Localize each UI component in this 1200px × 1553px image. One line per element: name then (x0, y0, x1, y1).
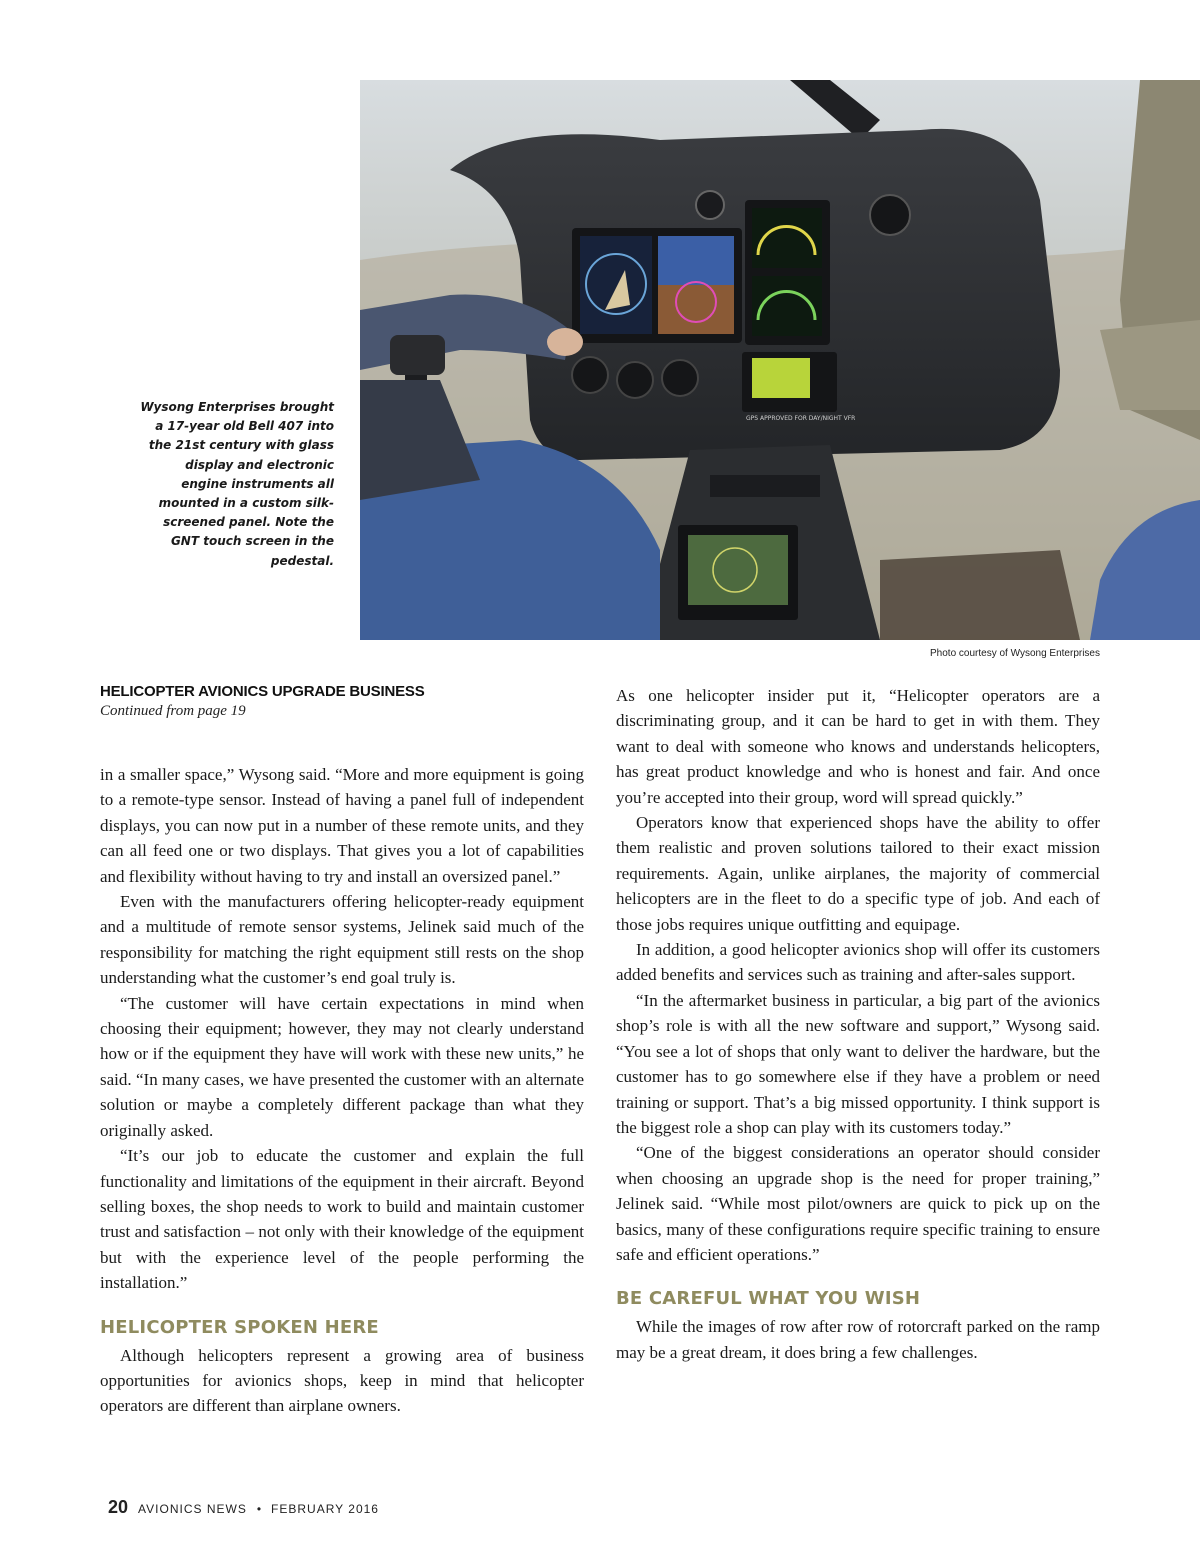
paragraph: “In the aftermarket business in particular, a big part of the avionics shop’s role is with all the new software and support,” Wysong said. “You see a lot of shops that only want to deliver the hardware, but the customer has to go somewhere else if they have a problem or need training or support. That’s a big missed opportunity. I think support is the biggest role a shop can play with its customers today.” (616, 990, 1100, 1137)
paragraph: “The customer will have certain expectations in mind when choosing their equipment; however, they may not clearly understand how or if the equipment they have will work with these new units,” he said. “In many cases, we have presented the customer with an alternate solution or maybe a completely different package than what they originally asked. (100, 993, 584, 1140)
publication-name: AVIONICS NEWS (138, 1502, 247, 1516)
article-title: HELICOPTER AVIONICS UPGRADE BUSINESS (100, 683, 425, 700)
paragraph: “It’s our job to educate the customer and explain the full functionality and limitations of the equipment in their aircraft. Beyond selling boxes, the shop needs to work to build and maintain customer trust and satisfaction – not only with their knowledge of the equipment but with the experience level of the people performing the installation.” (100, 1146, 584, 1293)
paragraph: Although helicopters represent a growing area of business opportunities for avionics shops, keep in mind that helicopter operators are different than airplane owners. (100, 1345, 584, 1416)
paragraph: While the images of row after row of rotorcraft parked on the ramp may be a great dream, it does bring a few challenges. (616, 1317, 1100, 1362)
photo-credit: Photo courtesy of Wysong Enterprises (930, 648, 1100, 659)
page-footer (108, 1497, 379, 1518)
paragraph: Operators know that experienced shops have the ability to offer them realistic and proven solutions tailored to their exact mission requirements. Again, unlike airplanes, the majority of commercial helicopters are in the fleet to do a specific type of job. And each of those jobs requires unique outfitting and equipage. (616, 813, 1100, 934)
cockpit-illustration (360, 80, 1200, 640)
paragraph: As one helicopter insider put it, “Helicopter operators are a discriminating group, and it can be hard to get in with them. They want to deal with someone who knows and understands helicopters, has great product knowledge and who is honest and fair. And once you’re accepted into their group, word will spread quickly.” (616, 686, 1100, 807)
continued-note: Continued from page 19 (100, 703, 246, 719)
section-heading: HELICOPTER SPOKEN HERE (100, 1316, 379, 1338)
paragraph: in a smaller space,” Wysong said. “More and more equipment is going to a remote-type sensor. Instead of having a panel full of independent displays, you can now put in a number of these remote units, and they can all feed one or two displays. That gives you a lot of capabilities and flexibility without having to try and install an oversized panel.” (100, 765, 584, 886)
gps-panel-label: GPS APPROVED FOR DAY/NIGHT VFR (746, 415, 856, 422)
article-header (100, 683, 584, 721)
footer-separator: • (256, 1502, 262, 1516)
section-heading: BE CAREFUL WHAT YOU WISH (616, 1288, 921, 1310)
left-column (100, 762, 584, 1419)
page-number: 20 (108, 1497, 129, 1517)
photo-caption: Wysong Enterprises brought a 17-year old Bell 407 into the 21st century with glass display and electronic engine instruments all mounted in a custom silk-screened panel. Note the GNT touch screen in the pedestal. (140, 400, 334, 568)
paragraph: Even with the manufacturers offering helicopter-ready equipment and a multitude of remote sensor systems, Jelinek said much of the responsibility for matching the right equipment still rests on the shop understanding what the customer’s end goal truly is. (100, 892, 584, 988)
right-column (616, 683, 1100, 1365)
issue-date: FEBRUARY 2016 (271, 1502, 379, 1516)
paragraph: “One of the biggest considerations an operator should consider when choosing an upgrade shop is the need for proper training,” Jelinek said. “While most pilot/owners are quick to pick up on the basics, many of these configurations require specific training to ensure safe and efficient operations.” (616, 1143, 1100, 1264)
cockpit-photo (360, 80, 1200, 640)
paragraph: In addition, a good helicopter avionics shop will offer its customers added benefits and services such as training and after-sales support. (616, 940, 1100, 985)
